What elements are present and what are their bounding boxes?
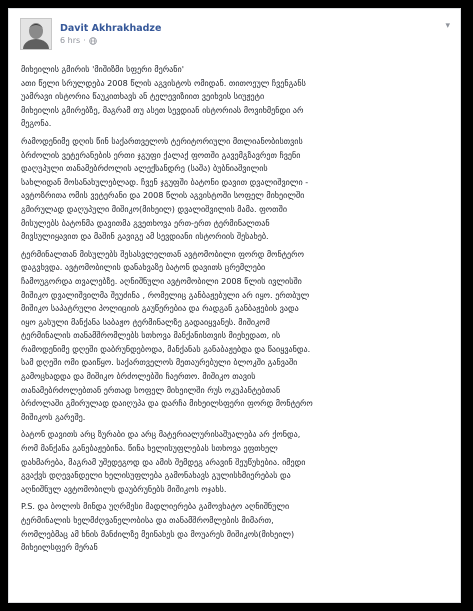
post-text-line: იყო გასული მანქანა საბაჟო ტერმინალზე გადაიყვანეს. მიშიკომ xyxy=(21,316,270,327)
post-text-line: ბრძოლაში გმირულად დაიღუპა და დარჩა მიხეილსფერი ფორდ მონტერო xyxy=(21,398,313,409)
post-text-line: რამოდენიმე დღეში დაბრუნდებოდა, მანქანას განაბაჟებდა და წაიყვანდა. xyxy=(21,343,311,354)
post-timestamp[interactable]: 6 hrs xyxy=(60,35,81,45)
post-text-line: დახმარება, მაგრამ უშედეგოდ და ამის შემდეგ არავინ შეუწუხებია. იმედი xyxy=(21,456,306,467)
avatar-portrait-icon xyxy=(21,19,51,49)
post-text-line: მიშიკო დვალიშვილმა შეუძინა , რომელიც განბაჟებული არ იყო. ერთბულ xyxy=(21,289,310,300)
post-text-line: ბრძოლის ვეტერანების ერთი ჯგუფი ქალაქ ფოთში გავემგზავრეთ ჩვენი xyxy=(21,149,301,160)
post-text-line: თანამებრძოლებთან ერთად სოფელ მიხეილში რუს ოკუპანტებთან xyxy=(21,384,281,395)
post-text-line: მიხეილის გმირებზე, მაგრამ თუ ასეთ სევდიან ისტორიას მოვიხმენდი არ xyxy=(21,104,304,115)
post-text-line: დაღუპული თანამებრძოლის ალექსანდრე (საშა) ბუბნიაშვილის xyxy=(21,163,268,174)
post-text-line: მიშიკოს გარეშე. xyxy=(21,411,86,422)
post-text-line: დაგვხვდა. ავტომობილის დანახვაზე ბატონ დავითს ცრემლები xyxy=(21,262,266,273)
post-options-chevron-icon[interactable]: ▾ xyxy=(445,21,450,31)
post-text-line: რომ მანქანა განებაჟებინა. წინა ხელისუფლებას სთხოვა ეფთხელ xyxy=(21,443,278,454)
post-text-line: ტერმინალის თანამშრომლებს სთხოვა მანქანისთვის მიეხედათ, ის xyxy=(21,330,281,341)
post-text-line: გამოცხადდა და მიშიკო ბრძოლებში ჩაერთო. მიშიკო თავის xyxy=(21,371,256,382)
post-body xyxy=(21,63,453,559)
post-paragraph xyxy=(21,63,453,131)
post-text-line: ათი წელი სრულდება 2008 წლის აგვისტოს ომიდან. თითოეულ ჩვენგანს xyxy=(21,77,306,88)
post-text-line: P.S. და ბოლოს მინდა უღრმესი მადლიერება გამოვხატო აღნიშნული xyxy=(21,501,290,512)
post-text-line: ტერმინალთან მისულებს შესასვლელთან ავტომობილი ფორდ მონტერო xyxy=(21,248,304,259)
post-text-line: მიხეილსფერ მერან xyxy=(21,542,98,553)
facebook-post-card xyxy=(8,8,461,603)
post-text-line: ტერმინალის ხელმძღვანელობისა და თანამშრომლების მიმართ, xyxy=(21,515,274,525)
post-text-line: რამოდენიმე დღის წინ საქართველოს ტერიტორიული მთლიანობისთვის xyxy=(21,135,303,146)
post-text-line: მისულებს ბატონმა დავითმა გვეთხოვა ერთ-ერთ ტერმინალთან xyxy=(21,217,270,228)
post-text-line: აღნიშნულ ავტომობილს დაუბრუნებს მიშიკოს ოჯახს. xyxy=(21,483,227,494)
post-text-line: რომლებმაც ამ ხნის მანძილზე მეინახეს და მოუარეს მიშიკოს(მიხეილ) xyxy=(21,528,295,539)
post-text-line: ჩამოუგორდა თვალებზე. აღნიშნული ავტომობილი 2008 წლის ივლისში xyxy=(21,275,302,286)
post-time-row xyxy=(60,35,161,47)
post-text-line: მიხეილის გმირის 'მიშიზმი სფერი მერანი' xyxy=(21,64,184,74)
post-paragraph xyxy=(21,500,453,554)
post-text-line: გმირულად დაღუპული მიშიკო(მიხეილ) დვალიშვილის მამა. ფოთში xyxy=(21,203,288,214)
post-paragraph xyxy=(21,248,453,425)
post-meta xyxy=(60,22,161,47)
post-text-line: გვაქვს დღევანდელი ხელისუფლება გამონახავს გულისხმიერებას და xyxy=(21,470,291,481)
post-text-line: სამ დღეში ომი დაიწყო. საქართველოს მეთაურებული ბლოკში განვაში xyxy=(21,357,298,368)
post-text-line: ბატონ დავითს არც ზურაბი და არც მატერიალურისაშუალება არ ქონდა, xyxy=(21,429,301,440)
post-text-line: უამრავი ისტორია წაუკითხავს ან ტელევიზიით ვეიხვის სიუჟეტი xyxy=(21,91,265,102)
post-header xyxy=(20,17,161,51)
avatar[interactable] xyxy=(20,18,52,50)
post-text-line: სახლიდან მოსანახულებლად. ჩვენ ჯგუფში ბატონი დავით დვალიშვილი - xyxy=(21,176,309,187)
post-text-line: მივსულიყავით და მაშინ გავიგე ამ სევდიანი ისტორიის შესახებ. xyxy=(21,231,269,242)
globe-icon xyxy=(89,37,97,45)
post-text-line: ავტოზრითა ომის ვეტერანი და 2008 წლის აგვისტოში სოფელ მიხეილში xyxy=(21,190,305,201)
author-name[interactable]: Davit Akhrakhadze xyxy=(60,22,162,34)
post-paragraph xyxy=(21,135,453,244)
post-text-line: მეგონა. xyxy=(21,118,52,129)
post-paragraph xyxy=(21,428,453,496)
post-text-line: მიშიკო საპატრული პოლიციის გაუწერებია და რადგან განბაჟების ვადა xyxy=(21,303,299,314)
separator-dot: · xyxy=(83,35,86,45)
